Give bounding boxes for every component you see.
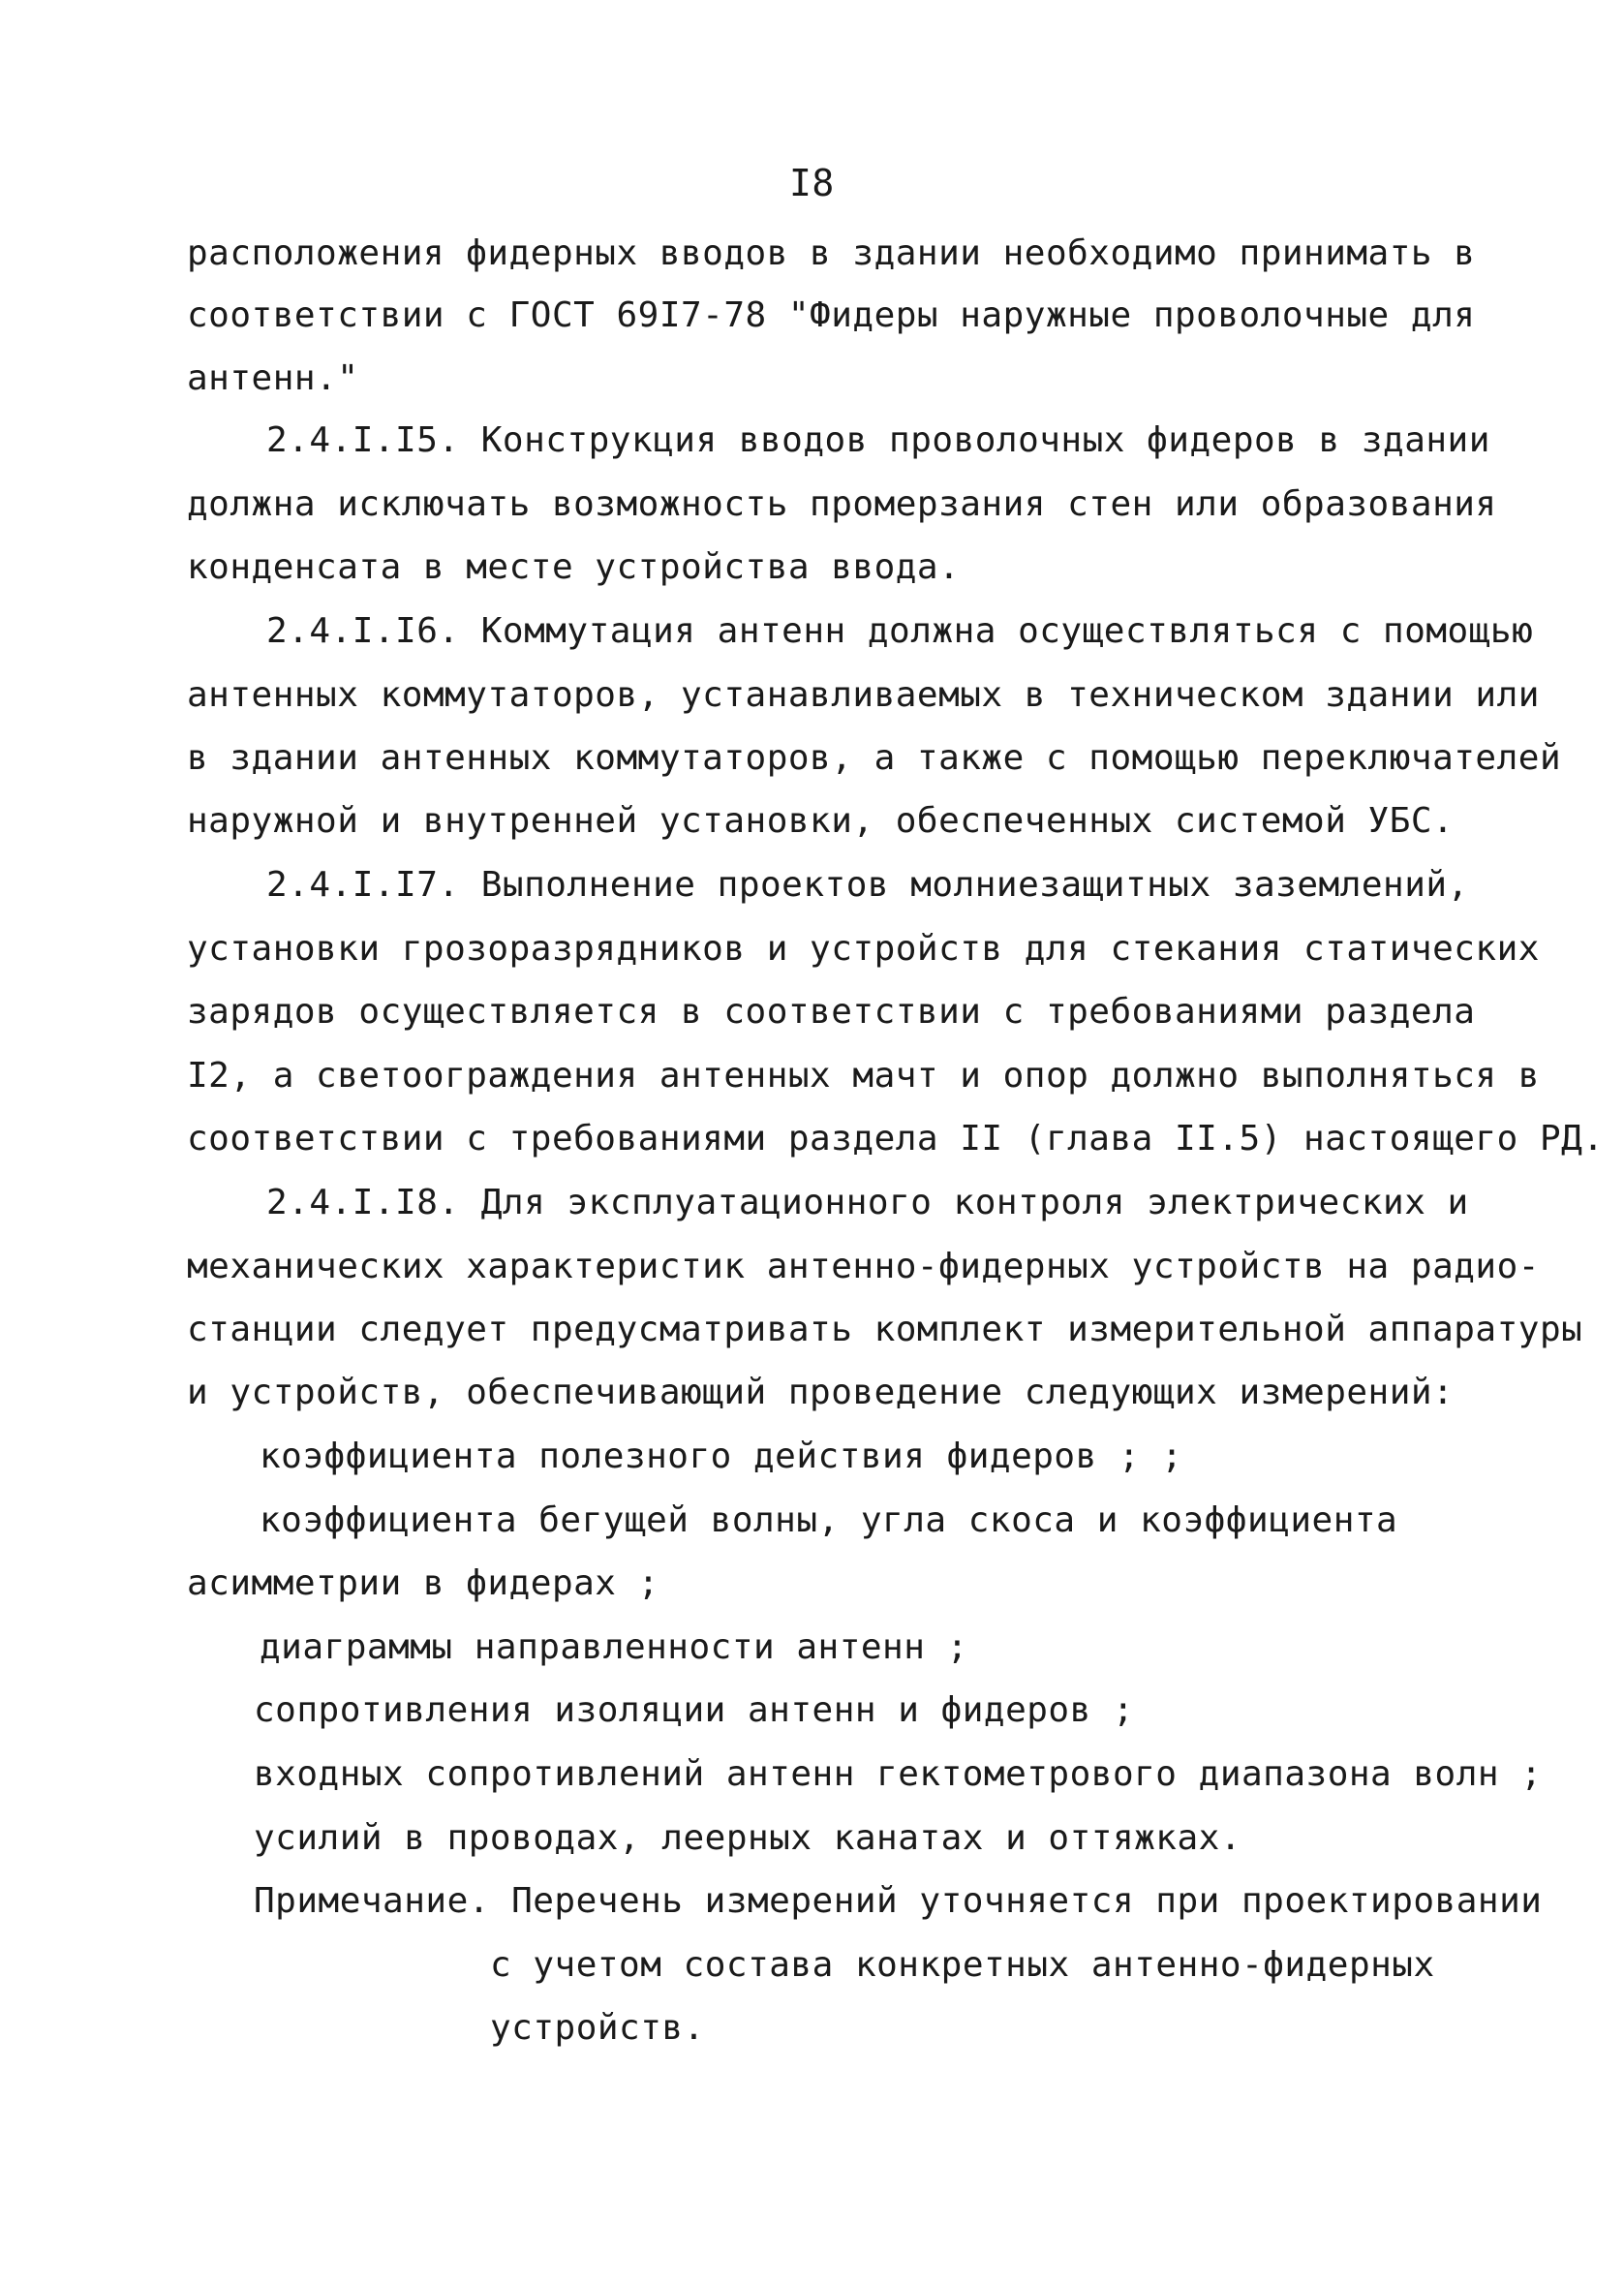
measurement-item-efficiency: коэффициента полезного действия фидеров ; ; (260, 1437, 1183, 1476)
section-2-4-1-16-line-1: 2.4.I.I6. Коммутация антенн должна осуществляться с помощью (266, 611, 1534, 651)
section-2-4-1-16-line-3: в здании антенных коммутаторов, а также с помощью переключателей (187, 738, 1562, 778)
note-line-2: с учетом состава конкретных антенно-фидерных (490, 1945, 1435, 1985)
measurement-item-insulation: сопротивления изоляции антенн и фидеров ; (254, 1690, 1135, 1730)
section-2-4-1-17-line-2: установки грозоразрядников и устройств для стекания статических (187, 929, 1540, 969)
text-line-3: антенн." (187, 358, 359, 398)
section-2-4-1-18-line-3: станции следует предусматривать комплект измерительной аппаратуры (187, 1310, 1583, 1349)
measurement-item-forces: усилий в проводах, леерных канатах и оттяжках. (254, 1818, 1241, 1858)
measurement-item-swr-line-1: коэффициента бегущей волны, угла скоса и коэффициента (260, 1500, 1398, 1540)
text-line-1: расположения фидерных вводов в здании необходимо принимать в (187, 233, 1476, 273)
measurement-item-pattern: диаграммы направленности антенн ; (260, 1627, 968, 1667)
section-2-4-1-15-line-3: конденсата в месте устройства ввода. (187, 547, 961, 587)
section-2-4-1-17-line-4: I2, а светоограждения антенных мачт и опор должно выполняться в (187, 1056, 1540, 1096)
page-number: I8 (789, 162, 835, 204)
section-2-4-1-17-line-1: 2.4.I.I7. Выполнение проектов молниезащитных заземлений, (266, 865, 1469, 905)
section-2-4-1-18-line-2: механических характеристик антенно-фидерных устройств на радио- (187, 1247, 1540, 1286)
section-2-4-1-18-line-4: и устройств, обеспечивающий проведение следующих измерений: (187, 1373, 1455, 1412)
section-2-4-1-18-line-1: 2.4.I.I8. Для эксплуатационного контроля электрических и (266, 1183, 1469, 1222)
measurement-item-impedance: входных сопротивлений антенн гектометрового диапазона волн ; (254, 1754, 1543, 1794)
note-line-3: устройств. (490, 2008, 705, 2048)
text-line-2: соответствии с ГОСТ 69I7-78 "Фидеры наружные проволочные для (187, 295, 1476, 335)
section-2-4-1-17-line-3: зарядов осуществляется в соответствии с требованиями раздела (187, 992, 1476, 1032)
measurement-item-swr-line-2: асимметрии в фидерах ; (187, 1563, 659, 1603)
note-line-1: Примечание. Перечень измерений уточняется при проектировании (254, 1881, 1543, 1921)
section-2-4-1-17-line-5: соответствии с требованиями раздела II (глава II.5) настоящего РД. (187, 1119, 1605, 1159)
section-2-4-1-16-line-2: антенных коммутаторов, устанавливаемых в техническом здании или (187, 675, 1540, 715)
section-2-4-1-16-line-4: наружной и внутренней установки, обеспеченных системой УБС. (187, 801, 1455, 841)
section-2-4-1-15-line-1: 2.4.I.I5. Конструкция вводов проволочных фидеров в здании (266, 420, 1490, 460)
section-2-4-1-15-line-2: должна исключать возможность промерзания стен или образования (187, 484, 1497, 524)
